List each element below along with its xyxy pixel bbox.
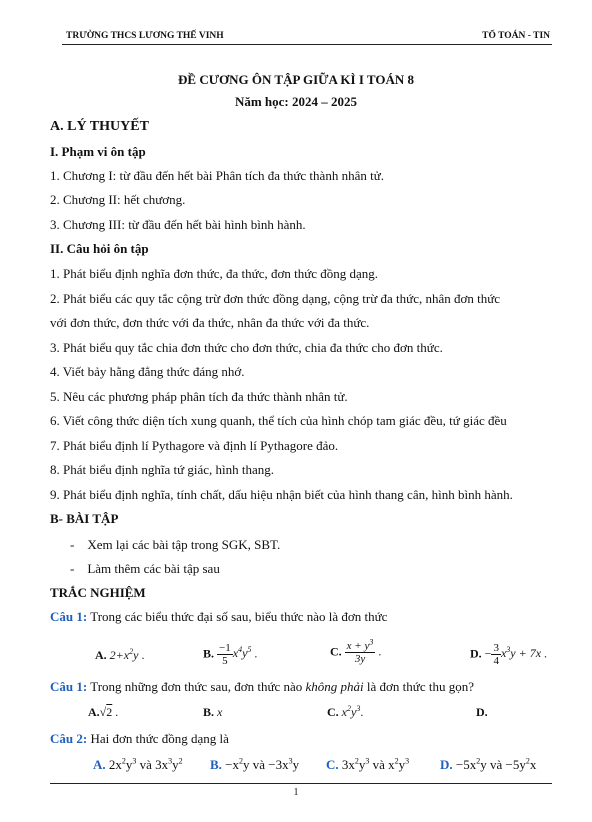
page-header: [62, 28, 552, 45]
q3-option-a: A. $2x^2y^3$ và $3x^3y^2$: [93, 756, 183, 772]
bullet-item: - Làm thêm các bài tập sau: [70, 561, 220, 576]
mcq-heading: TRẮC NGHIỆM: [50, 585, 146, 600]
question-2: Câu 1: Trong những đơn thức sau, đơn thức nào không phải là đơn thức thu gọn?: [50, 679, 474, 694]
scope-heading: I. Phạm vi ôn tập: [50, 144, 146, 159]
question-3: Câu 2: Hai đơn thức đồng dạng là: [50, 731, 229, 746]
footer-divider: [50, 783, 552, 784]
question-item: với đơn thức, đơn thức với đa thức, nhân đa thức với đa thức.: [50, 315, 370, 330]
question-item: 8. Phát biểu định nghĩa tứ giác, hình thang.: [50, 462, 275, 477]
question-1: Câu 1: Trong các biểu thức đại số sau, biểu thức nào là đơn thức: [50, 609, 388, 624]
question-item: 5. Nêu các phương pháp phân tích đa thức thành nhân tử.: [50, 389, 348, 404]
section-b-heading: B- BÀI TẬP: [50, 511, 119, 526]
bullet-item: - Xem lại các bài tập trong SGK, SBT.: [70, 537, 281, 552]
question-item: 1. Phát biểu định nghĩa đơn thức, đa thức, đơn thức đồng dạng.: [50, 266, 379, 281]
question-item: 7. Phát biểu định lí Pythagore và định lí Pythagore đảo.: [50, 438, 339, 453]
department-name: TỔ TOÁN - TIN: [482, 31, 550, 41]
q2-option-a: A.√2 .: [88, 705, 119, 719]
school-name: TRƯỜNG THCS LƯƠNG THẾ VINH: [66, 31, 224, 41]
question-item: 2. Phát biểu các quy tắc cộng trừ đơn thức đồng dạng, cộng trừ đa thức, nhân đơn thức: [50, 291, 501, 306]
q1-option-d: D. − $\frac{3}{4}$ $x^3y + 7x$ .: [470, 642, 548, 667]
question-item: 9. Phát biểu định nghĩa, tính chất, dấu hiệu nhận biết của hình thang cân, hình bình hành.: [50, 487, 513, 502]
q3-option-d: D. $-5x^2y$ và $-5y^2x$: [440, 756, 537, 772]
q3-option-b: B. $-x^2y$ và $-3x^3y$: [210, 756, 300, 772]
page-number: 1: [293, 787, 299, 798]
question-item: 3. Phát biểu quy tắc chia đơn thức cho đơn thức, chia đa thức cho đơn thức.: [50, 340, 443, 355]
questions-heading: II. Câu hỏi ôn tập: [50, 241, 149, 256]
q3-option-c: C. $3x^2y^3$ và $x^2y^3$: [326, 756, 410, 772]
question-item: 4. Viết bảy hằng đẳng thức đáng nhớ.: [50, 364, 245, 379]
q2-option-c: C. $x^2y^3$.: [327, 704, 364, 719]
scope-item: 1. Chương I: từ đầu đến hết bài Phân tích đa thức thành nhân tử.: [50, 168, 384, 183]
section-a-heading: A. LÝ THUYẾT: [50, 119, 149, 134]
q2-option-b: B. x: [203, 705, 223, 719]
scope-item: 2. Chương II: hết chương.: [50, 192, 186, 207]
q1-option-a: A. $2+x^2y$ .: [95, 647, 145, 662]
document-title: ĐỀ CƯƠNG ÔN TẬP GIỮA KÌ I TOÁN 8: [178, 72, 414, 87]
q1-option-b: B. $\frac{-1}{5}$ $x^4y^5$ .: [203, 642, 258, 667]
q2-option-d: D.: [476, 705, 488, 719]
q1-option-c: C. $\frac{x + y^3}{3y}$ .: [330, 637, 382, 665]
question-item: 6. Viết công thức diện tích xung quanh, thể tích của hình chóp tam giác đều, tứ giác đều: [50, 413, 507, 428]
scope-item: 3. Chương III: từ đầu đến hết bài hình bình hành.: [50, 217, 306, 232]
school-year: Năm học: 2024 – 2025: [234, 94, 358, 109]
